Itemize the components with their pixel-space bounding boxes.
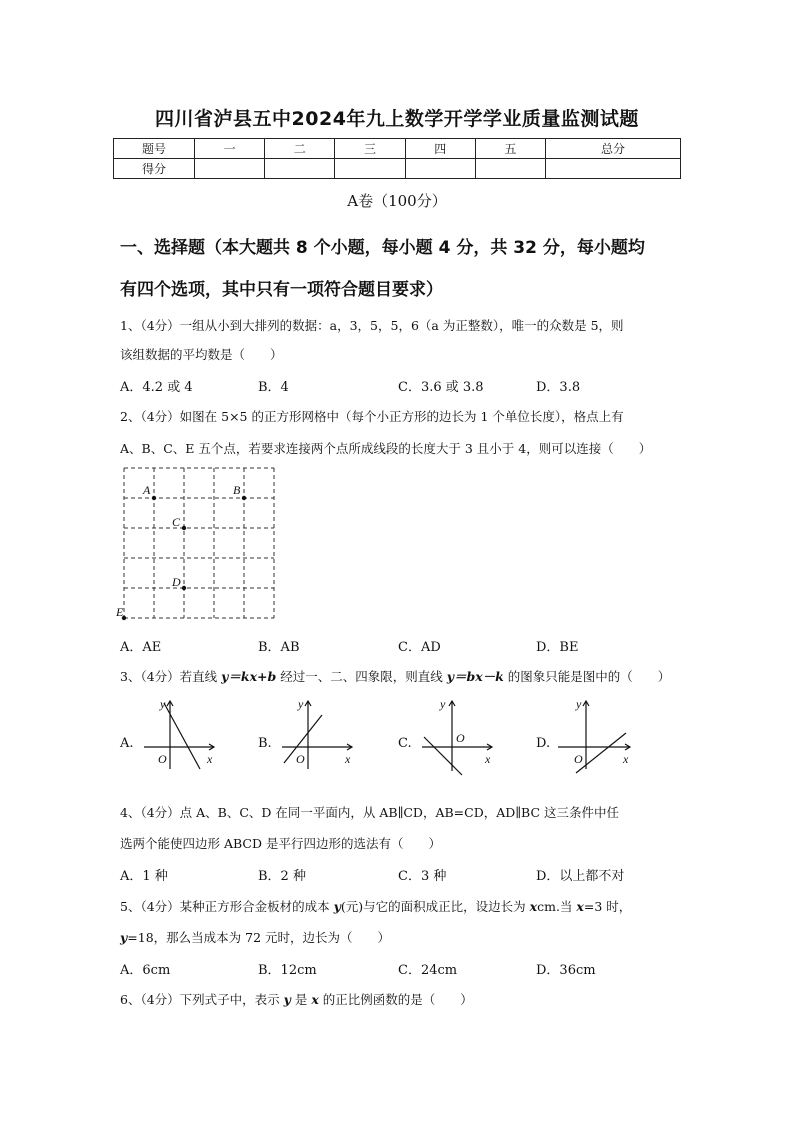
q5-option-d: D．36cm (536, 963, 596, 978)
q4-option-b: B．2 种 (258, 869, 306, 884)
q2-option-d: D．BE (536, 640, 579, 655)
score-cell (265, 159, 335, 179)
q3-graph-d (556, 695, 636, 775)
q3-graph-c-origin-label: O (456, 731, 465, 745)
score-cell-header: 三 (335, 139, 405, 159)
q3-graph-d-x-label: x (623, 752, 629, 766)
q5-option-b: B．12cm (258, 963, 317, 978)
q5-stem-line2-text: =18，那么当成本为 72 元时，边长为（ ） (127, 930, 390, 945)
q3-graph-b-x-label: x (345, 752, 351, 766)
point-label-b: B (233, 483, 241, 497)
q3-graph-a (140, 695, 220, 775)
score-cell-header: 题号 (114, 139, 195, 159)
q3-graph-d-origin-label: O (574, 752, 583, 766)
q2-stem-line1: 2、（4分）如图在 5×5 的正方形网格中（每个小正方形的边长为 1 个单位长度），格点上有 (120, 409, 624, 424)
score-cell (195, 159, 265, 179)
score-row-label: 得分 (114, 159, 195, 179)
q2-grid-figure (118, 462, 284, 628)
q3-graph-d-label: D. (536, 736, 551, 751)
score-cell (546, 159, 681, 179)
point-label-d: D (172, 575, 181, 589)
score-table-score-row (114, 159, 681, 179)
q4-option-c: C．3 种 (398, 869, 447, 884)
q5-var-x: x (529, 899, 538, 914)
section1-heading-line1: 一、选择题（本大题共 8 个小题，每小题 4 分，共 32 分，每小题均 (120, 238, 645, 258)
q6-stem-suffix: 的正比例函数的是（ ） (318, 992, 473, 1007)
q3-graph-c-x-label: x (485, 752, 491, 766)
q6-stem-mid: 是 (290, 992, 312, 1007)
q3-graph-a-label: A. (120, 736, 134, 751)
q1-option-c: C．3.6 或 3.8 (398, 380, 484, 395)
q3-graph-c-label: C. (398, 736, 412, 751)
q2-option-b: B．AB (258, 640, 300, 655)
q3-graph-a-y-label: y (160, 697, 166, 711)
q3-stem-prefix: 3、（4分）若直线 (120, 669, 222, 684)
q5-stem-line1 (120, 897, 631, 915)
q5-option-a: A．6cm (120, 963, 171, 978)
q6-stem-prefix: 6、（4分）下列式子中，表示 (120, 992, 284, 1007)
q5-var-y: y (333, 899, 341, 914)
q3-graph-b-label: B. (258, 736, 272, 751)
q1-stem-line2: 该组数据的平均数是（ ） (120, 347, 283, 362)
score-table-header-row (114, 139, 681, 159)
q5-option-c: C．24cm (398, 963, 458, 978)
q2-stem-line2: A、B、C、E 五个点，若要求连接两个点所成线段的长度大于 3 且小于 4，则可以连接（ ） (120, 441, 652, 456)
q3-graph-a-x-label: x (207, 752, 213, 766)
q5-stem-line2 (120, 928, 390, 946)
q5-stem-part3: cm.当 (537, 899, 577, 914)
q4-option-a: A．1 种 (120, 869, 168, 884)
q3-equation-2: y＝bx－k (446, 669, 504, 684)
q3-graph-b-y-label: y (298, 697, 304, 711)
point-label-e: E (116, 605, 124, 619)
q3-graph-b (278, 695, 358, 775)
q5-stem-part4: =3 时， (583, 899, 632, 914)
q3-stem-mid: 经过一、二、四象限，则直线 (276, 669, 447, 684)
exam-title: 四川省泸县五中2024年九上数学开学学业质量监测试题 (155, 108, 639, 130)
q5-cond-x: x (576, 899, 584, 914)
score-cell-header: 四 (405, 139, 475, 159)
score-cell (475, 159, 545, 179)
q5-stem-part2: (元)与它的面积成正比，设边长为 (340, 899, 530, 914)
score-cell (405, 159, 475, 179)
point-label-a: A (143, 483, 151, 497)
score-cell-header: 总分 (546, 139, 681, 159)
q1-option-d: D．3.8 (536, 380, 581, 395)
q3-graph-c (418, 695, 498, 775)
q1-option-b: B．4 (258, 380, 289, 395)
q2-option-a: A．AE (120, 640, 162, 655)
q3-graph-d-y-label: y (576, 697, 582, 711)
part-a-heading: A卷（100分） (347, 192, 447, 210)
q2-option-c: C．AD (398, 640, 441, 655)
q4-option-d: D．以上都不对 (536, 869, 625, 884)
q6-var-y: y (283, 992, 291, 1007)
q3-stem-suffix: 的图象只能是图中的（ ） (503, 669, 671, 684)
score-cell-header: 二 (265, 139, 335, 159)
q4-stem-line2: 选两个能使四边形 ABCD 是平行四边形的选法有（ ） (120, 836, 441, 851)
q3-stem (120, 667, 670, 685)
score-table (113, 138, 681, 179)
q3-graph-c-y-label: y (440, 697, 446, 711)
q3-graph-b-origin-label: O (296, 752, 305, 766)
score-cell (335, 159, 405, 179)
point-label-c: C (172, 515, 181, 529)
q1-option-a: A．4.2 或 4 (120, 380, 193, 395)
q3-equation-1: y＝kx+b (221, 669, 277, 684)
q5-line2-var-y: y (120, 930, 128, 945)
q6-var-x: x (311, 992, 319, 1007)
section1-heading-line2: 有四个选项，其中只有一项符合题目要求） (120, 280, 443, 300)
score-cell-header: 一 (195, 139, 265, 159)
q1-stem-line1: 1、（4分）一组从小到大排列的数据：a，3，5，5，6（a 为正整数），唯一的众数是 5，则 (120, 318, 624, 333)
q3-graph-a-origin-label: O (158, 752, 167, 766)
q5-stem-part1: 5、（4分）某种正方形合金板材的成本 (120, 899, 334, 914)
q4-stem-line1: 4、（4分）点 A、B、C、D 在同一平面内，从 AB∥CD，AB=CD，AD∥BC 这三条件中任 (120, 805, 620, 820)
q6-stem (120, 990, 473, 1008)
score-cell-header: 五 (475, 139, 545, 159)
